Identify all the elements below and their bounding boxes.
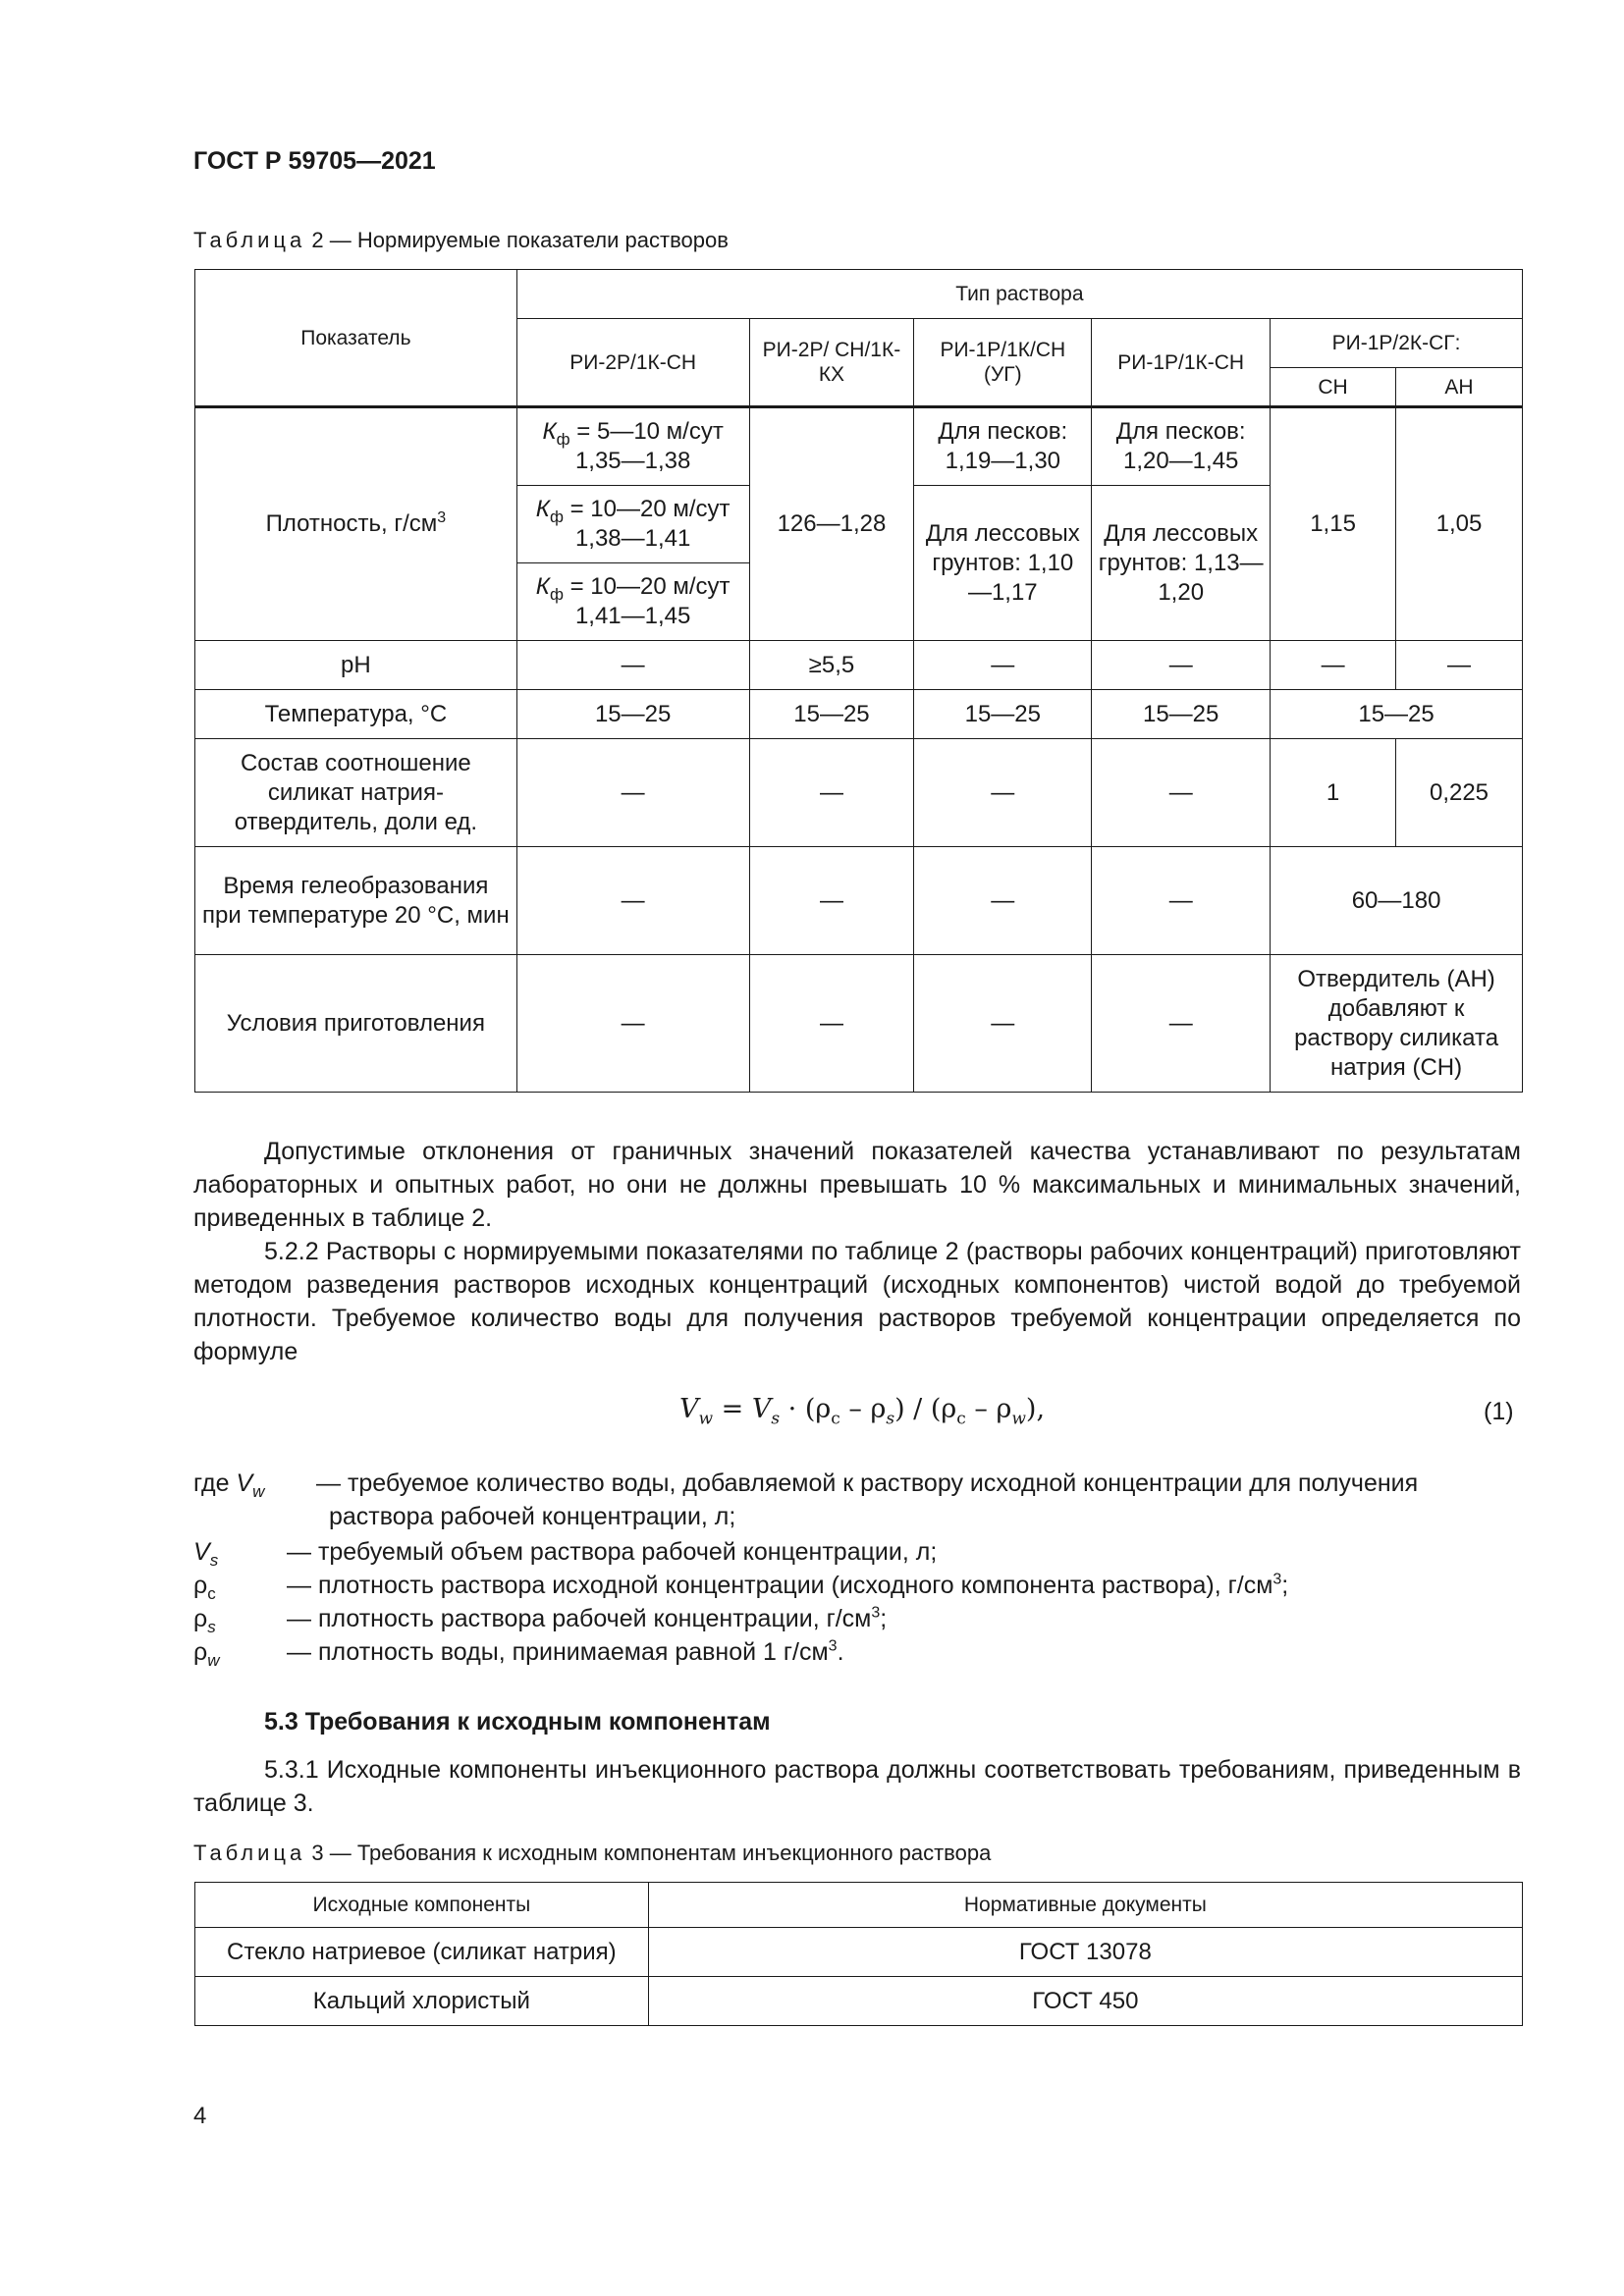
paragraph-5-3-1: 5.3.1 Исходные компоненты инъекционного раствора должны соответствовать требованиям, приведенным в таблице 3.	[193, 1756, 1521, 1817]
temperature-col5: 15—25	[1271, 690, 1523, 739]
ratio-col1: —	[516, 739, 749, 847]
t3-head-documents: Нормативные документы	[648, 1883, 1522, 1928]
table2-caption	[193, 228, 729, 253]
paragraph-5-2-2: 5.2.2 Растворы с нормируемыми показателями по таблице 2 (растворы рабочих концентраций) приготовляют методом разведения растворов исходных концентраций (исходных компонентов) чистой водой до требуемой плотности. Требуемое количество воды для получения растворов требуемой концентрации определяется по формуле	[193, 1238, 1521, 1365]
t3-head-components: Исходные компоненты	[195, 1883, 649, 1928]
th-col-1: РИ-2Р/1К-СН	[516, 319, 749, 407]
th-col-2: РИ-2Р/ СН/1К-КХ	[749, 319, 914, 407]
temperature-col3: 15—25	[914, 690, 1092, 739]
ratio-col2: —	[749, 739, 914, 847]
temperature-label: Температура, °С	[195, 690, 517, 739]
table-3	[194, 1882, 1523, 2026]
density-col3-sand: Для песков: 1,19—1,30	[914, 407, 1092, 486]
ph-label: pH	[195, 641, 517, 690]
temperature-col2: 15—25	[749, 690, 914, 739]
gel-time-label: Время гелеобразования при температуре 20 °С, мин	[195, 847, 517, 955]
density-col4-sand: Для песков: 1,20—1,45	[1092, 407, 1271, 486]
page-number: 4	[193, 2103, 207, 2129]
density-col5: 1,15	[1271, 407, 1396, 641]
density-col1-row3: $К_ф$ = 10—20 м/сут 1,41—1,45	[516, 563, 749, 641]
th-type: Тип раствора	[516, 270, 1522, 319]
definitions: где $V_w$ — требуемое количество воды, добавляемой к раствору исходной концентрации для получения раствора рабочей концентрации, л; $V_s$ — требуемый объем раствора рабочей концентрации, л; $\rho_с$ — плотность раствора исходной концентрации (исходного компонента раствора), $г/см^3$; $\rho_s$ — плотность раствора рабочей концентрации, $г/см^3$; $\rho_w$ — плотность воды, принимаемая равной 1 $г/см^3$.	[193, 1469, 1419, 1670]
th-col-4: РИ-1Р/1К-СН	[1092, 319, 1271, 407]
prep-col4: —	[1092, 955, 1271, 1093]
document-header: ГОСТ Р 59705—2021	[193, 147, 436, 175]
ratio-label: Состав соотношение силикат натрия-отвердитель, доли ед.	[195, 739, 517, 847]
ph-col4: —	[1092, 641, 1271, 690]
th-indicator: Показатель	[195, 270, 517, 407]
gel-time-col5: 60—180	[1271, 847, 1523, 955]
t3-row2-document: ГОСТ 450	[648, 1977, 1522, 2026]
density-col2: 126—1,28	[749, 407, 914, 641]
formula-1: $V_w = V_s \cdot (\rho_с - \rho_s) / (\rho_с - \rho_w)$,	[679, 1394, 1046, 1429]
table3-caption-label: Таблица	[193, 1841, 306, 1865]
temperature-col4: 15—25	[1092, 690, 1271, 739]
ph-col6: —	[1396, 641, 1523, 690]
section-5-3-heading: 5.3 Требования к исходным компонентам	[264, 1708, 771, 1735]
prep-col1: —	[516, 955, 749, 1093]
paragraph-tolerance: Допустимые отклонения от граничных значений показателей качества устанавливают по результатам лабораторных и опытных работ, но они не должны превышать 10 % максимальных и минимальных значений, приведенных в таблице 2.	[193, 1138, 1521, 1232]
density-col1-row2: $К_ф$ = 10—20 м/сут 1,38—1,41	[516, 486, 749, 563]
ratio-col4: —	[1092, 739, 1271, 847]
gel-time-col3: —	[914, 847, 1092, 955]
ratio-col3: —	[914, 739, 1092, 847]
t3-row1-document: ГОСТ 13078	[648, 1928, 1522, 1977]
table-2	[194, 269, 1523, 1093]
ratio-col6: 0,225	[1396, 739, 1523, 847]
prep-col3: —	[914, 955, 1092, 1093]
density-col3-loess: Для лессовых грунтов: 1,10—1,17	[914, 486, 1092, 641]
density-col6: 1,05	[1396, 407, 1523, 641]
density-label: Плотность, $г/см^3$	[195, 407, 517, 641]
gel-time-col2: —	[749, 847, 914, 955]
t3-row1-component: Стекло натриевое (силикат натрия)	[195, 1928, 649, 1977]
th-sub-an: АН	[1396, 368, 1523, 407]
ph-col3: —	[914, 641, 1092, 690]
table2-caption-text: 2 — Нормируемые показатели растворов	[311, 228, 729, 252]
prep-col5: Отвердитель (АН) добавляют к раствору силиката натрия (СН)	[1271, 955, 1523, 1093]
ph-col2: ≥5,5	[749, 641, 914, 690]
th-sub-sn: СН	[1271, 368, 1396, 407]
gel-time-col4: —	[1092, 847, 1271, 955]
prep-col2: —	[749, 955, 914, 1093]
ratio-col5: 1	[1271, 739, 1396, 847]
table3-caption-text: 3 — Требования к исходным компонентам инъекционного раствора	[311, 1841, 992, 1865]
gel-time-col1: —	[516, 847, 749, 955]
ph-col5: —	[1271, 641, 1396, 690]
th-col-3: РИ-1Р/1К/СН (УГ)	[914, 319, 1092, 407]
formula-number: (1)	[1484, 1398, 1514, 1425]
temperature-col1: 15—25	[516, 690, 749, 739]
th-col-5: РИ-1Р/2К-СГ:	[1271, 319, 1523, 368]
ph-col1: —	[516, 641, 749, 690]
density-col4-loess: Для лессовых грунтов: 1,13—1,20	[1092, 486, 1271, 641]
table3-caption	[193, 1841, 991, 1866]
table2-caption-label: Таблица	[193, 228, 306, 252]
prep-label: Условия приготовления	[195, 955, 517, 1093]
t3-row2-component: Кальций хлористый	[195, 1977, 649, 2026]
density-col1-row1: $К_ф$ = 5—10 м/сут 1,35—1,38	[516, 407, 749, 486]
